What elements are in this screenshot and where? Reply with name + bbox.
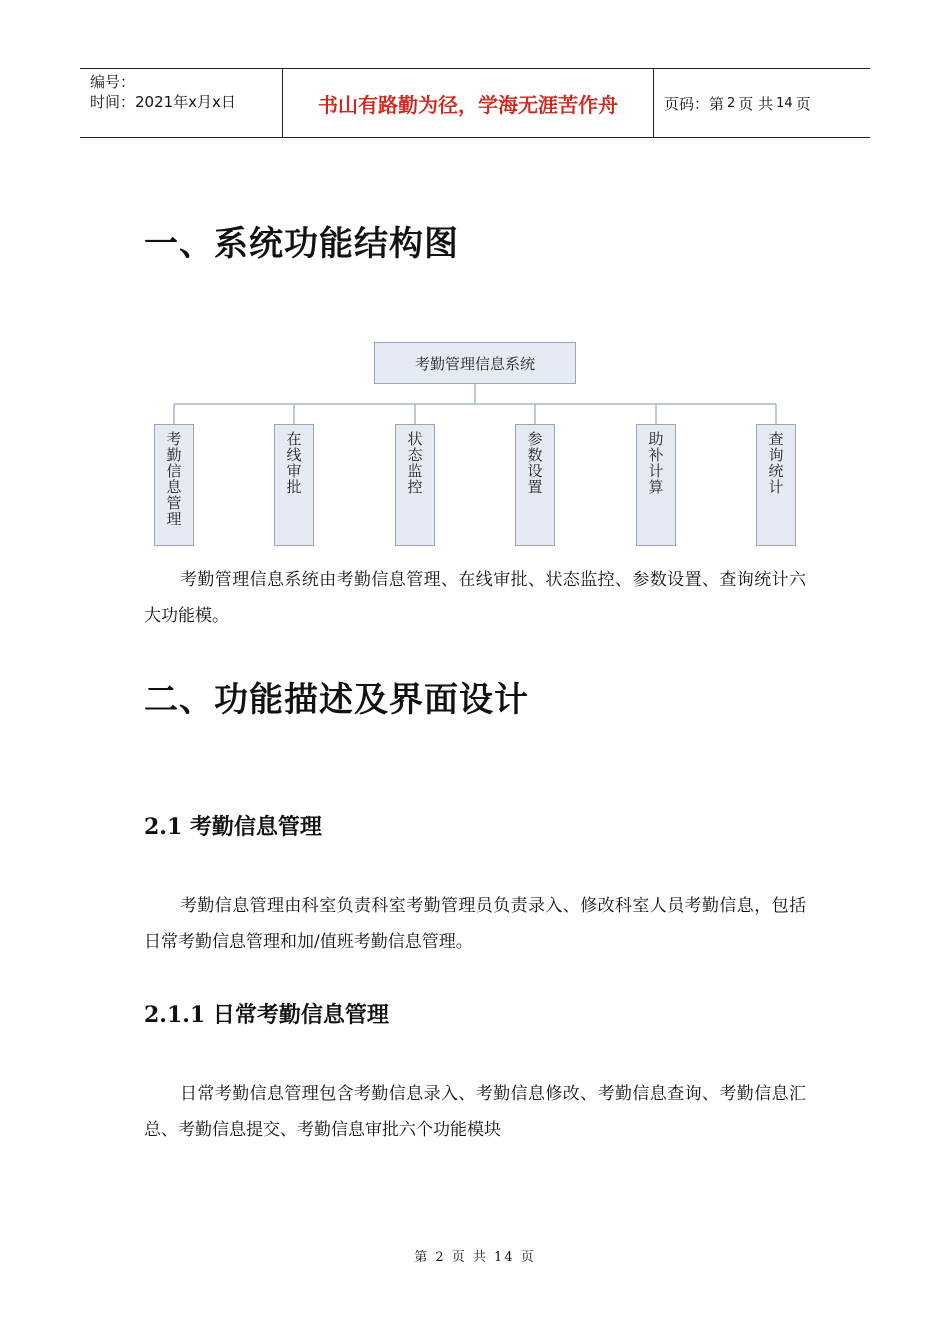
function-structure-diagram	[150, 342, 800, 552]
page-total: 14	[776, 95, 793, 111]
diagram-node-query-stats	[756, 424, 796, 546]
diagram-node-online-approval	[274, 424, 314, 546]
subsection-2-1-title: 2.1 考勤信息管理	[144, 814, 322, 840]
section1-title: 一、系统功能结构图	[144, 224, 459, 264]
node-label: 查询统计	[766, 431, 785, 495]
page-prefix: 页码：第	[664, 94, 725, 113]
header-motto: 书山有路勤为径，学海无涯苦作舟	[282, 69, 654, 137]
node-label: 状态监控	[405, 431, 424, 495]
node-label: 考勤信息管理	[164, 431, 183, 527]
node-label: 参数设置	[525, 431, 544, 495]
section1-paragraph: 考勤管理信息系统由考勤信息管理、在线审批、状态监控、参数设置、查询统计六大功能模。	[144, 570, 806, 626]
node-label: 助补计算	[646, 431, 665, 495]
subsection-2-1-1-paragraph: 日常考勤信息管理包含考勤信息录入、考勤信息修改、考勤信息查询、考勤信息汇总、考勤信息提交、考勤信息审批六个功能模块	[144, 1084, 806, 1140]
subsection-2-1-1-title: 2.1.1 日常考勤信息管理	[144, 1002, 389, 1028]
page-current: 2	[727, 95, 736, 111]
page-footer: 第 2 页 共 14 页	[414, 1250, 536, 1265]
diagram-node-status-monitor	[395, 424, 435, 546]
page-header	[80, 68, 870, 138]
page-suffix: 页	[795, 94, 811, 113]
diagram-node-parameter-settings	[515, 424, 555, 546]
section2-title: 二、功能描述及界面设计	[144, 680, 529, 720]
time-label: 时间：2021年x月x日	[90, 93, 236, 111]
node-label: 在线审批	[284, 431, 303, 495]
diagram-root-node: 考勤管理信息系统	[374, 342, 576, 384]
header-page-info	[654, 69, 870, 137]
page-middle: 页 共	[738, 94, 774, 113]
diagram-node-subsidy-calc	[636, 424, 676, 546]
subsection-2-1-paragraph: 考勤信息管理由科室负责科室考勤管理员负责录入、修改科室人员考勤信息，包括日常考勤信息管理和加/值班考勤信息管理。	[144, 896, 806, 952]
number-label: 编号：	[90, 73, 136, 91]
diagram-node-attendance-info	[154, 424, 194, 546]
header-meta	[80, 69, 282, 137]
